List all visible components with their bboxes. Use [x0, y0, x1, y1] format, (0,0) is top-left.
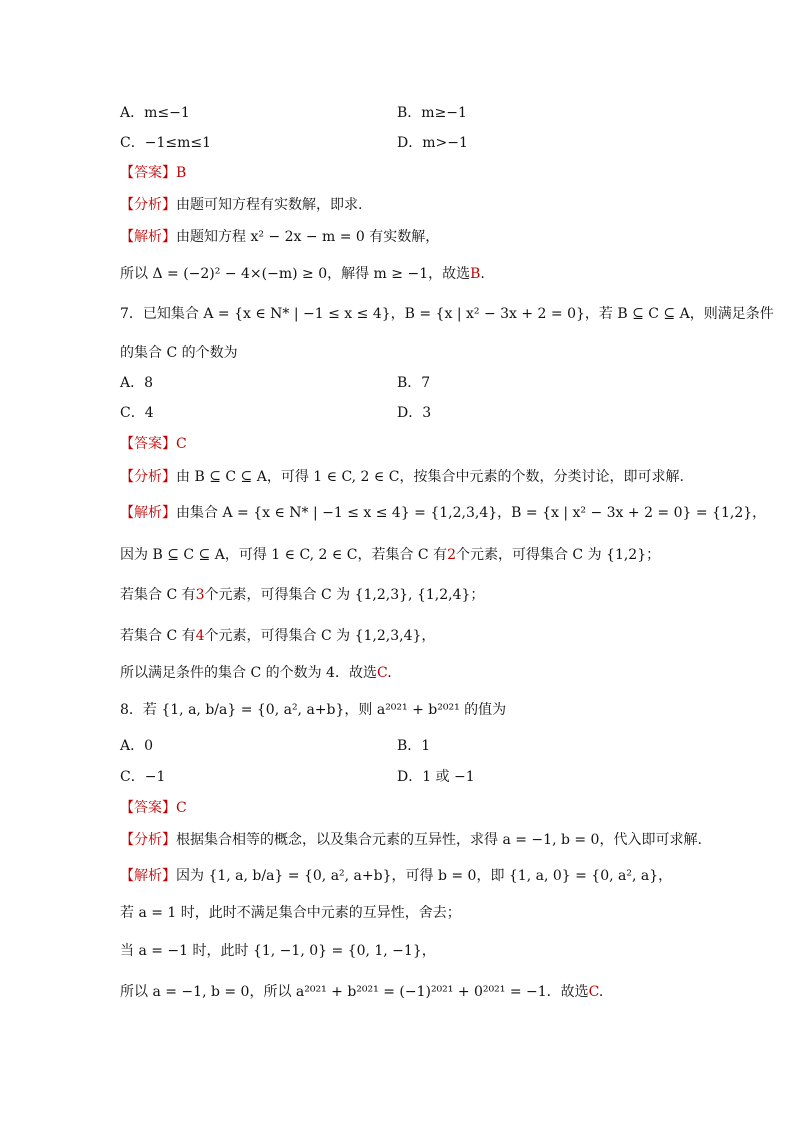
analysis-tag: 【分析】 [120, 469, 176, 485]
solution-text: 由题知方程 x² − 2x − m = 0 有实数解， [176, 229, 440, 245]
answer-tag: 【答案】 [120, 800, 176, 816]
solution-tag: 【解析】 [120, 505, 176, 521]
answer-choice: C [376, 665, 388, 681]
q7-answer [120, 434, 187, 454]
q6-option-d: D．m>−1 [397, 135, 468, 151]
text: 若集合 C 有 [120, 587, 196, 603]
q8-solution-line-c [120, 982, 603, 1002]
solution-tag: 【解析】 [120, 868, 176, 884]
text: 所以满足条件的集合 C 的个数为 4．故选 [120, 665, 377, 681]
solution-text: 所以 Δ = (−2)² − 4×(−m) ≥ 0，解得 m ≥ −1，故选 [120, 266, 471, 282]
text: 个元素，可得集合 C 为 {1,2}； [455, 547, 661, 563]
q7-stem-line-1: 7．已知集合 A = {x ∈ N* | −1 ≤ x ≤ 4}，B = {x | x² − 3x + 2 = 0}，若 B ⊆ C ⊆ A，则满足条件 [120, 306, 774, 322]
count-number: 3 [195, 587, 205, 603]
answer-tag: 【答案】 [120, 165, 176, 181]
text: 所以 a = −1, b = 0，所以 a²⁰²¹ + b²⁰²¹ = (−1)²⁰²¹ + 0²⁰²¹ = −1．故选 [120, 984, 589, 1000]
q7-stem-line-2: 的集合 C 的个数为 [120, 345, 238, 361]
q8-analysis [120, 830, 702, 850]
answer-choice: B [470, 266, 481, 282]
period: . [480, 266, 485, 282]
q6-option-a: A．m≤−1 [120, 105, 190, 121]
count-number: 4 [195, 628, 205, 644]
q8-solution-line-a: 若 a = 1 时，此时不满足集合中元素的互异性，舍去； [120, 905, 461, 921]
text: 个元素，可得集合 C 为 {1,2,3}, {1,2,4}； [204, 587, 485, 603]
q6-analysis [120, 195, 362, 215]
solution-tag: 【解析】 [120, 229, 176, 245]
answer-value: B [176, 165, 187, 181]
q7-option-d: D．3 [397, 405, 432, 421]
answer-choice: C [588, 984, 599, 1000]
answer-value: C [176, 800, 187, 816]
solution-text: 由集合 A = {x ∈ N* | −1 ≤ x ≤ 4} = {1,2,3,4}，B = {x | x² − 3x + 2 = 0} = {1,2}， [176, 505, 767, 521]
q6-option-c: C．−1≤m≤1 [120, 135, 211, 151]
text: 若集合 C 有 [120, 628, 196, 644]
text: 因为 B ⊆ C ⊆ A，可得 1 ∈ C, 2 ∈ C，若集合 C 有 [120, 547, 448, 563]
answer-tag: 【答案】 [120, 436, 176, 452]
q7-solution-line-c [120, 626, 435, 646]
q8-option-b: B．1 [397, 738, 431, 754]
q7-option-a: A．8 [120, 375, 154, 391]
q6-solution-line-2 [120, 264, 485, 284]
q8-solution-line-b: 当 a = −1 时，此时 {1, −1, 0} = {0, 1, −1}， [120, 943, 436, 959]
q7-solution [120, 503, 766, 523]
period: . [387, 665, 392, 681]
q6-option-b: B．m≥−1 [397, 105, 467, 121]
q7-option-c: C．4 [120, 405, 154, 421]
q7-solution-line-d [120, 663, 392, 683]
q8-answer [120, 798, 187, 818]
text: 个元素，可得集合 C 为 {1,2,3,4}， [204, 628, 436, 644]
q6-answer [120, 163, 186, 183]
solution-text: 因为 {1, a, b/a} = {0, a², a+b}，可得 b = 0，即 {1, a, 0} = {0, a², a}， [176, 868, 673, 884]
period: . [598, 984, 604, 1000]
answer-value: C [176, 436, 187, 452]
q7-solution-line-b [120, 585, 484, 605]
q7-analysis [120, 467, 684, 487]
analysis-text: 根据集合相等的概念，以及集合元素的互异性，求得 a = −1, b = 0，代入即可求解. [176, 832, 702, 848]
q8-solution [120, 866, 672, 886]
analysis-tag: 【分析】 [120, 197, 176, 213]
q8-option-c: C．−1 [120, 769, 166, 785]
q7-solution-line-a [120, 545, 660, 565]
q8-option-a: A．0 [120, 738, 154, 754]
q8-option-d: D．1 或 −1 [397, 769, 475, 785]
analysis-tag: 【分析】 [120, 832, 176, 848]
q7-option-b: B．7 [397, 375, 431, 391]
q8-stem: 8．若 {1, a, b/a} = {0, a², a+b}，则 a²⁰²¹ + b²⁰²¹ 的值为 [120, 702, 507, 718]
count-number: 2 [447, 547, 456, 563]
analysis-text: 由 B ⊆ C ⊆ A，可得 1 ∈ C, 2 ∈ C，按集合中元素的个数，分类讨论，即可求解. [176, 469, 684, 485]
analysis-text: 由题可知方程有实数解，即求. [176, 197, 363, 213]
q6-solution [120, 227, 439, 247]
